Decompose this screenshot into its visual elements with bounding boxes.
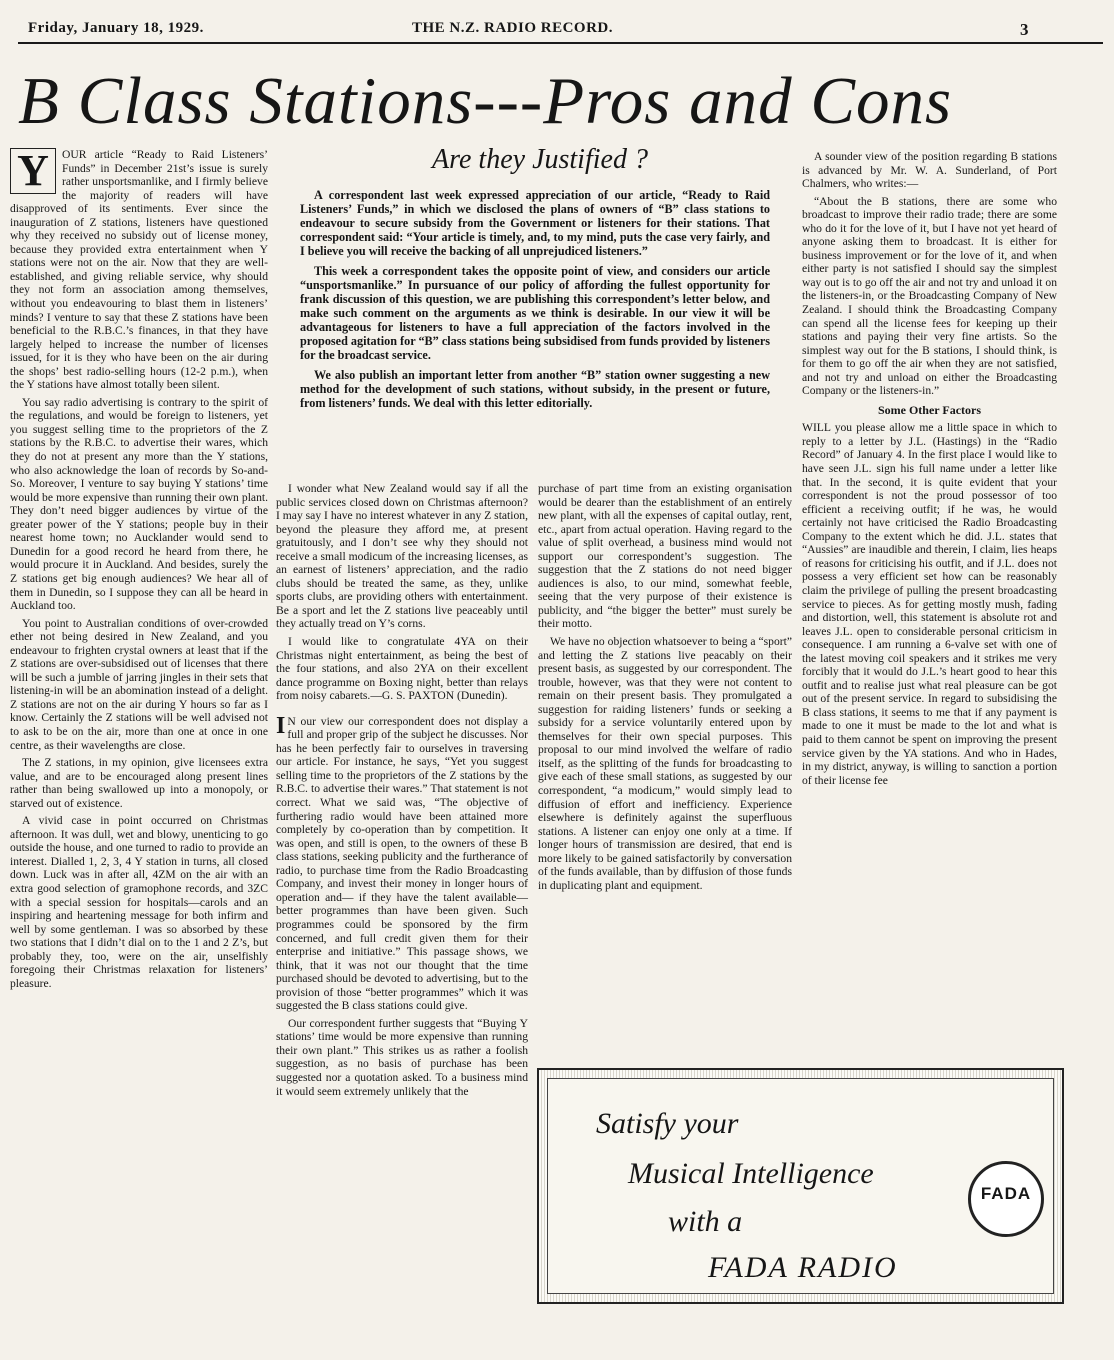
advert-line-3: with a [668,1205,743,1238]
letter-intro: A sounder view of the position regarding B stations is advanced by Mr. W. A. Sunderland, of Port Chalmers, who writes:— [802,150,1057,191]
letter-paragraph: I wonder what New Zealand would say if all the public services closed down on Christmas afternoon? I may say I have no interest whatever in any Z station, beyond the pleasure they afford me, at present gratuitously, and I don’t see why they should not receive a small modicum of the increasing licenses, as an earnest of listeners’ appreciation, and the radio clubs should be treated the same, as they, unlike sports clubs, are providing others with entertainment. Be a sport and let the Z stations live peaceably until they actually tread on Y’s corns. [276,482,528,631]
column-4 [802,150,1057,1060]
letter-paragraph: WILL you please allow me a little space in which to reply to a letter by J.L. (Hastings) in the “Radio Record” of January 4. In the first place I would like to have seen J.L. sign his full name under a letter like that. In the second, it is quite evident that your correspondent is not the proud possessor of too efficient a receiving outfit; if he was, he would certainly not have criticised the Radio Broadcasting Company to the extent which he did. J.L. states that “Aussies” are inaudible and therein, I claim, lies heaps of reasons for criticising his outfit, and if J.L. does not possess a very efficient set how can be reasonably claim the privilege of pulling the present broadcasting service to pieces. As for getting mostly mush, fading and distortion, well, this statement is absolute rot and leaves J.L. open to considerable personal criticism in consequence. I am running a 6-valve set with one of the latest moving coil speakers and it strikes me very forcibly that it would do J.L.’s heart good to hear this outfit and to realise just what real pleasure can be got out of the present service. In regard to subsidising the B class stations, it seems to me that if any payment is made to one it must be made to the lot and what is paid to them cannot be spent on improving the present service given by the YA stations. And who in Hades, in my district, anyway, is willing to sanction a portion of their license fee [802,421,1057,787]
letter-paragraph: The Z stations, in my opinion, give licensees extra value, and are to be encouraged along present lines rather than being swallowed up into a monopoly, or starved out of existence. [10,756,268,810]
issue-date: Friday, January 18, 1929. [28,20,204,36]
letter-paragraph: A vivid case in point occurred on Christmas afternoon. It was dull, wet and blowy, unenticing to go outside the house, and one turned to radio to provide an interest. Dialled 1, 2, 3, 4 Y station in turns, all closed down. Luck was in after all, 4ZM on the air with an extra good selection of gramophone records, and 3ZC with a special session for hospitals—carols and an inspiring and heartening message for both infirm and well by some gentleman. I was so absorbed by these two stations that I didn’t dial on to the 1 and 2 Z’s, but probably they, too, were on the air, unselfishly foregoing their Christmas relaxation for listeners’ pleasure. [10,814,268,990]
editorial-paragraph: purchase of part time from an existing organisation would be dearer than the establishment of an entirely new plant, with all the expenses of capital outlay, rent, etc., apart from actual operation. Having regard to the value of split overhead, a business mind would not support our correspondent’s suggestion. The suggestion that the Z stations do not need bigger audiences is also, to our mind, somewhat feeble, seeing that the very purpose of their existence is publicity, and “the bigger the better” must surely be their motto. [538,482,792,631]
publication-title: THE N.Z. RADIO RECORD. [412,20,614,36]
fada-logo [968,1161,1044,1237]
page-number: 3 [1020,20,1029,39]
intro-paragraph: A correspondent last week expressed appreciation of our article, “Ready to Raid Listeners’ Funds,” in which we disclosed the plans of owners of “B” class stations to endeavour to secure subsidy from the Government or listeners for their stations. That correspondent said: “Your article is timely, and, to my mind, puts the case very fairly, and I believe you will receive the backing of all unprejudiced listeners.” [300,188,770,258]
advert-panel [547,1078,1054,1294]
advert-line-4: FADA RADIO [708,1251,898,1284]
headline: B Class Stations---Pros and Cons [18,64,953,138]
editorial-paragraph: We have no objection whatsoever to being a “sport” and letting the Z stations live peacably on their present basis, as suggested by our correspondent. The trouble, however, was that they were not content to remain on their present basis. They promulgated a suggestion for raiding listeners’ funds or seeking a subsidy for a service voluntarily entered upon by themselves for their own special purposes. This proposal to our mind involved the welfare of radio itself, as the splitting of the funds for broadcasting to give each of these small stations, as suggested by our correspondent, “a modicum,” would simply lead to diffusion of effort and inefficiency. Experience elsewhere is definitely against the superfluous stations. A listener can enjoy one only at a time. If longer hours of transmission are desired, that end is more likely to be gained satisfactorily by conversation of the funds available, than by diffusion of those funds in duplicating plant and equipment. [538,635,792,892]
fada-radio-advert [537,1068,1064,1304]
letter-paragraph: You point to Australian conditions of over-crowded ether not being desired in New Zealand, and you endeavour to frighten crystal owners at least that if the Z stations are over-subsidised out of licenses that there will be such a jumble of jarring jingles in their sets that listening-in will be an abomination instead of a delight. Z stations are not on the air during Y hours so far as I know. Certainly the Z stations will be well advised not to ask to be on the air, more than one at once in one centre, as their wavelengths are close. [10,616,268,752]
editorial-paragraph: Our correspondent further suggests that “Buying Y stations’ time would be more expensive than running their own plant.” This strikes us as rather a foolish suggestion, as no basis of purchase has been suggested nor a quotation asked. To a business mind it would seem extremely unlikely that the [276,1016,528,1098]
editorial-intro [300,188,770,416]
quoted-letter: “About the B stations, there are some who broadcast to improve their radio trade; there are some who do it for the love of it, but I have not yet heard of anyone asking them to broadcast. It is either for business improvement or for the love of it, and when either party is not satisfied I should say the simplest way out is to go off the air and not try and unload it on the listeners-in, or the Broadcasting Company of New Zealand. I should think the Broadcasting Company can spend all the license fees for keeping up their stations and paying their very fine artists. So the simplest way out for the B stations, I should think, is for them to go off the air when they are not satisfied, and not try and unload on either the Broadcasting Company or the listeners-in.” [802,194,1057,398]
letter-paragraph: You say radio advertising is contrary to the spirit of the regulations, and would be foreign to listeners, yet you suggest selling time to the proprietors of the Z stations by the R.B.C. to advertise their wares, which they do not at present any more than the Y stations, who also acknowledge the loan of records by So-and-So. Moreover, I venture to say buying Y stations’ time would be more expensive than running their own plant. They don’t need bigger audiences by virtue of the greater power of the Y stations; people buy in their nearest home town; no Aucklander would send to Dunedin for a good record he heard from there, he would procure it in Auckland. And besides, surely the Z stations get big enough audiences? We hear all of them in Dunedin, so I suppose they can all be heard in Auckland too. [10,395,268,613]
intro-paragraph: This week a correspondent takes the opposite point of view, and considers our article “unsportsmanlike.” In pursuance of our policy of affording the fullest opportunity for frank discussion of this question, we are publishing this correspondent’s letter below, and make such comment on the arguments as we think is desirable. In our view it will be advantageous for listeners to have a full appreciation of the factors involved in the proposed agitation for “B” class stations being subsidised from funds provided by listeners for the broadcast service. [300,264,770,362]
subheadline: Are they Justified ? [432,144,648,175]
fada-logo-text: FADA [980,1184,1032,1203]
advert-line-2: Musical Intelligence [628,1157,874,1190]
letter-signoff: I would like to congratulate 4YA on their Christmas night entertainment, as being the best of the four stations, and also 2YA on their excellent dance programme on Boxing night, better than relays from noisy cabarets.—G. S. PAXTON (Dunedin). [276,635,528,703]
advert-line-1: Satisfy your [596,1107,739,1140]
column-1 [10,148,268,1313]
letter-opening: OUR article “Ready to Raid Listeners’ Funds” in December 21st’s issue is surely rather unsportsmanlike, and I firmly believe the majority of readers will have disapproved of its sentiments. Ever since the inauguration of Z stations, listeners have questioned why they received no subsidy out of license money, because they provided extra entertainment when Y stations were not on the air. Now that they are well-established, and giving reliable service, why should they not form an association among themselves, without you endeavouring to blast them in listeners’ minds? I venture to say that these Z stations have been beneficial to the R.B.C.’s finances, in that they have largely helped to increase the number of licenses issued, for it is they who have been on the air during the shops’ best radio-selling hours (12-2 p.m.), when the Y stations have almost totally been silent. [10,148,268,392]
editorial-initial: I [276,712,286,739]
section-subhead: Some Other Factors [877,402,982,417]
intro-paragraph: We also publish an important letter from another “B” station owner suggesting a new method for the development of such stations, without subsidy, in the present or future, from listeners’ funds. We deal with this letter editorially. [300,368,770,410]
column-2 [276,482,528,1317]
drop-cap: Y [10,148,56,194]
editorial-comment: N our view our correspondent does not display a full and proper grip of the subject he discusses. Nor has he been perfectly fair to ourselves in traversing our article. For instance, he says, “Yet you suggest selling time to the proprietors of the Z stations by the R.B.C. to advertise their wares.” That statement is not correct. What we said was, “The objective of furthering radio would have been attained more completely by co-operation than by competition. It was open, and still is open, to the owners of these B class stations, seeking publicity and the furtherance of radio, to purchase time from the Radio Broadcasting Company, and invest their money in longer hours of operation and— if they have the talent available—better programmes than have been given. Such programmes could be sponsored by the firm concerned, and full credit given them for their enterprise and initiative.” This passage shows, we think, that it was not our thought that the time purchased should be devoted to advertising, but to the provision of those “better programmes” which it was suggested the B class stations could give. [276,714,528,1013]
header-rule [18,42,1103,44]
column-3 [538,482,792,1047]
